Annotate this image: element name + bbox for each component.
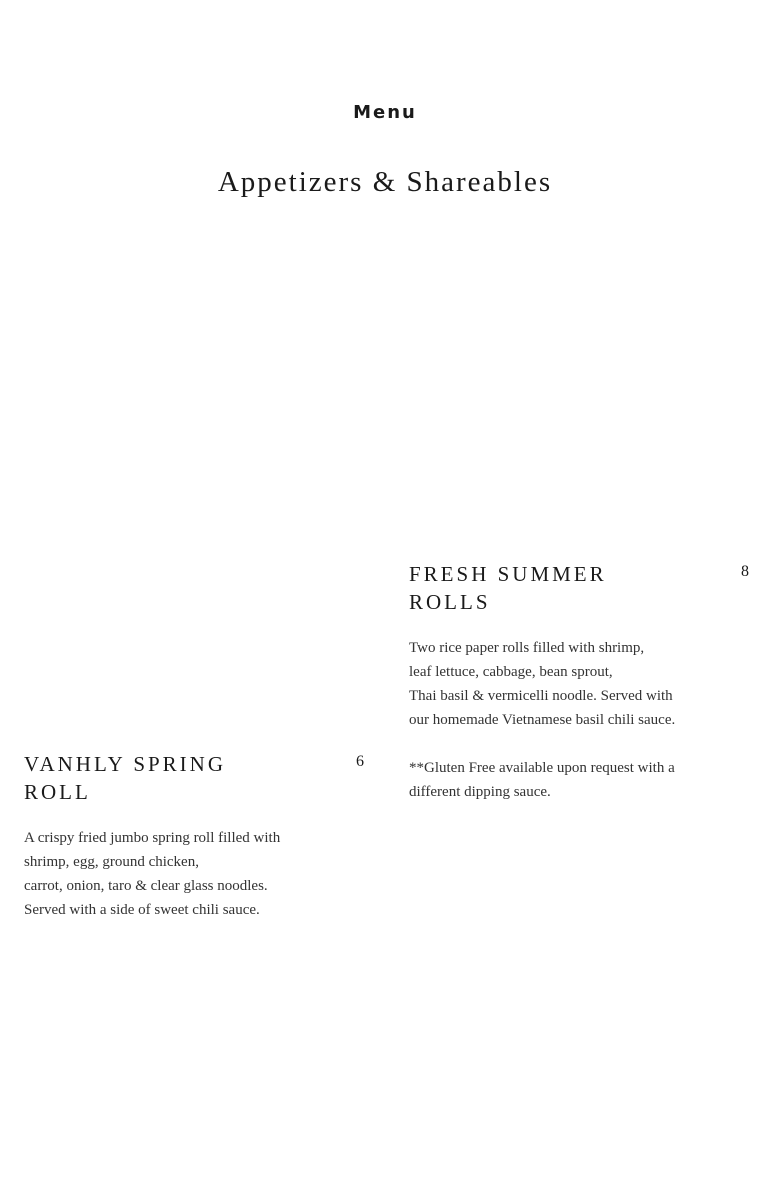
description-line: Thai basil & vermicelli noodle. Served with bbox=[409, 688, 673, 704]
description-line: Served with a side of sweet chili sauce. bbox=[24, 902, 260, 918]
menu-item-name-line: ROLLS bbox=[409, 590, 491, 614]
menu-item-price: 8 bbox=[741, 563, 749, 580]
description-line: A crispy fried jumbo spring roll filled with bbox=[24, 830, 281, 846]
menu-item-name-line: ROLL bbox=[24, 780, 91, 804]
menu-item-description bbox=[409, 636, 749, 804]
menu-item-name-line: VANHLY SPRING bbox=[24, 752, 227, 776]
menu-item-fresh-summer-rolls bbox=[409, 560, 749, 804]
description-line: Two rice paper rolls filled with shrimp, bbox=[409, 640, 645, 656]
menu-item-description bbox=[24, 826, 364, 922]
menu-item-price: 6 bbox=[356, 753, 364, 770]
menu-item-name bbox=[409, 560, 669, 616]
description-line: our homemade Vietnamese basil chili sauce. bbox=[409, 712, 676, 728]
menu-item-header bbox=[24, 750, 364, 806]
section-title: Appetizers & Shareables bbox=[217, 166, 553, 198]
menu-item-name-line: FRESH SUMMER bbox=[409, 562, 607, 586]
gluten-free-note-line: different dipping sauce. bbox=[409, 784, 551, 800]
gluten-free-note-line: **Gluten Free available upon request with a bbox=[409, 760, 675, 776]
menu-item-header bbox=[409, 560, 749, 616]
menu-item-vanhly-spring-roll bbox=[24, 750, 364, 922]
menu-label: Menu bbox=[353, 102, 417, 123]
description-line: carrot, onion, taro & clear glass noodles. bbox=[24, 878, 268, 894]
description-line: leaf lettuce, cabbage, bean sprout, bbox=[409, 664, 613, 680]
menu-item-name bbox=[24, 750, 284, 806]
description-line: shrimp, egg, ground chicken, bbox=[24, 854, 199, 870]
description-spacer bbox=[409, 732, 749, 756]
